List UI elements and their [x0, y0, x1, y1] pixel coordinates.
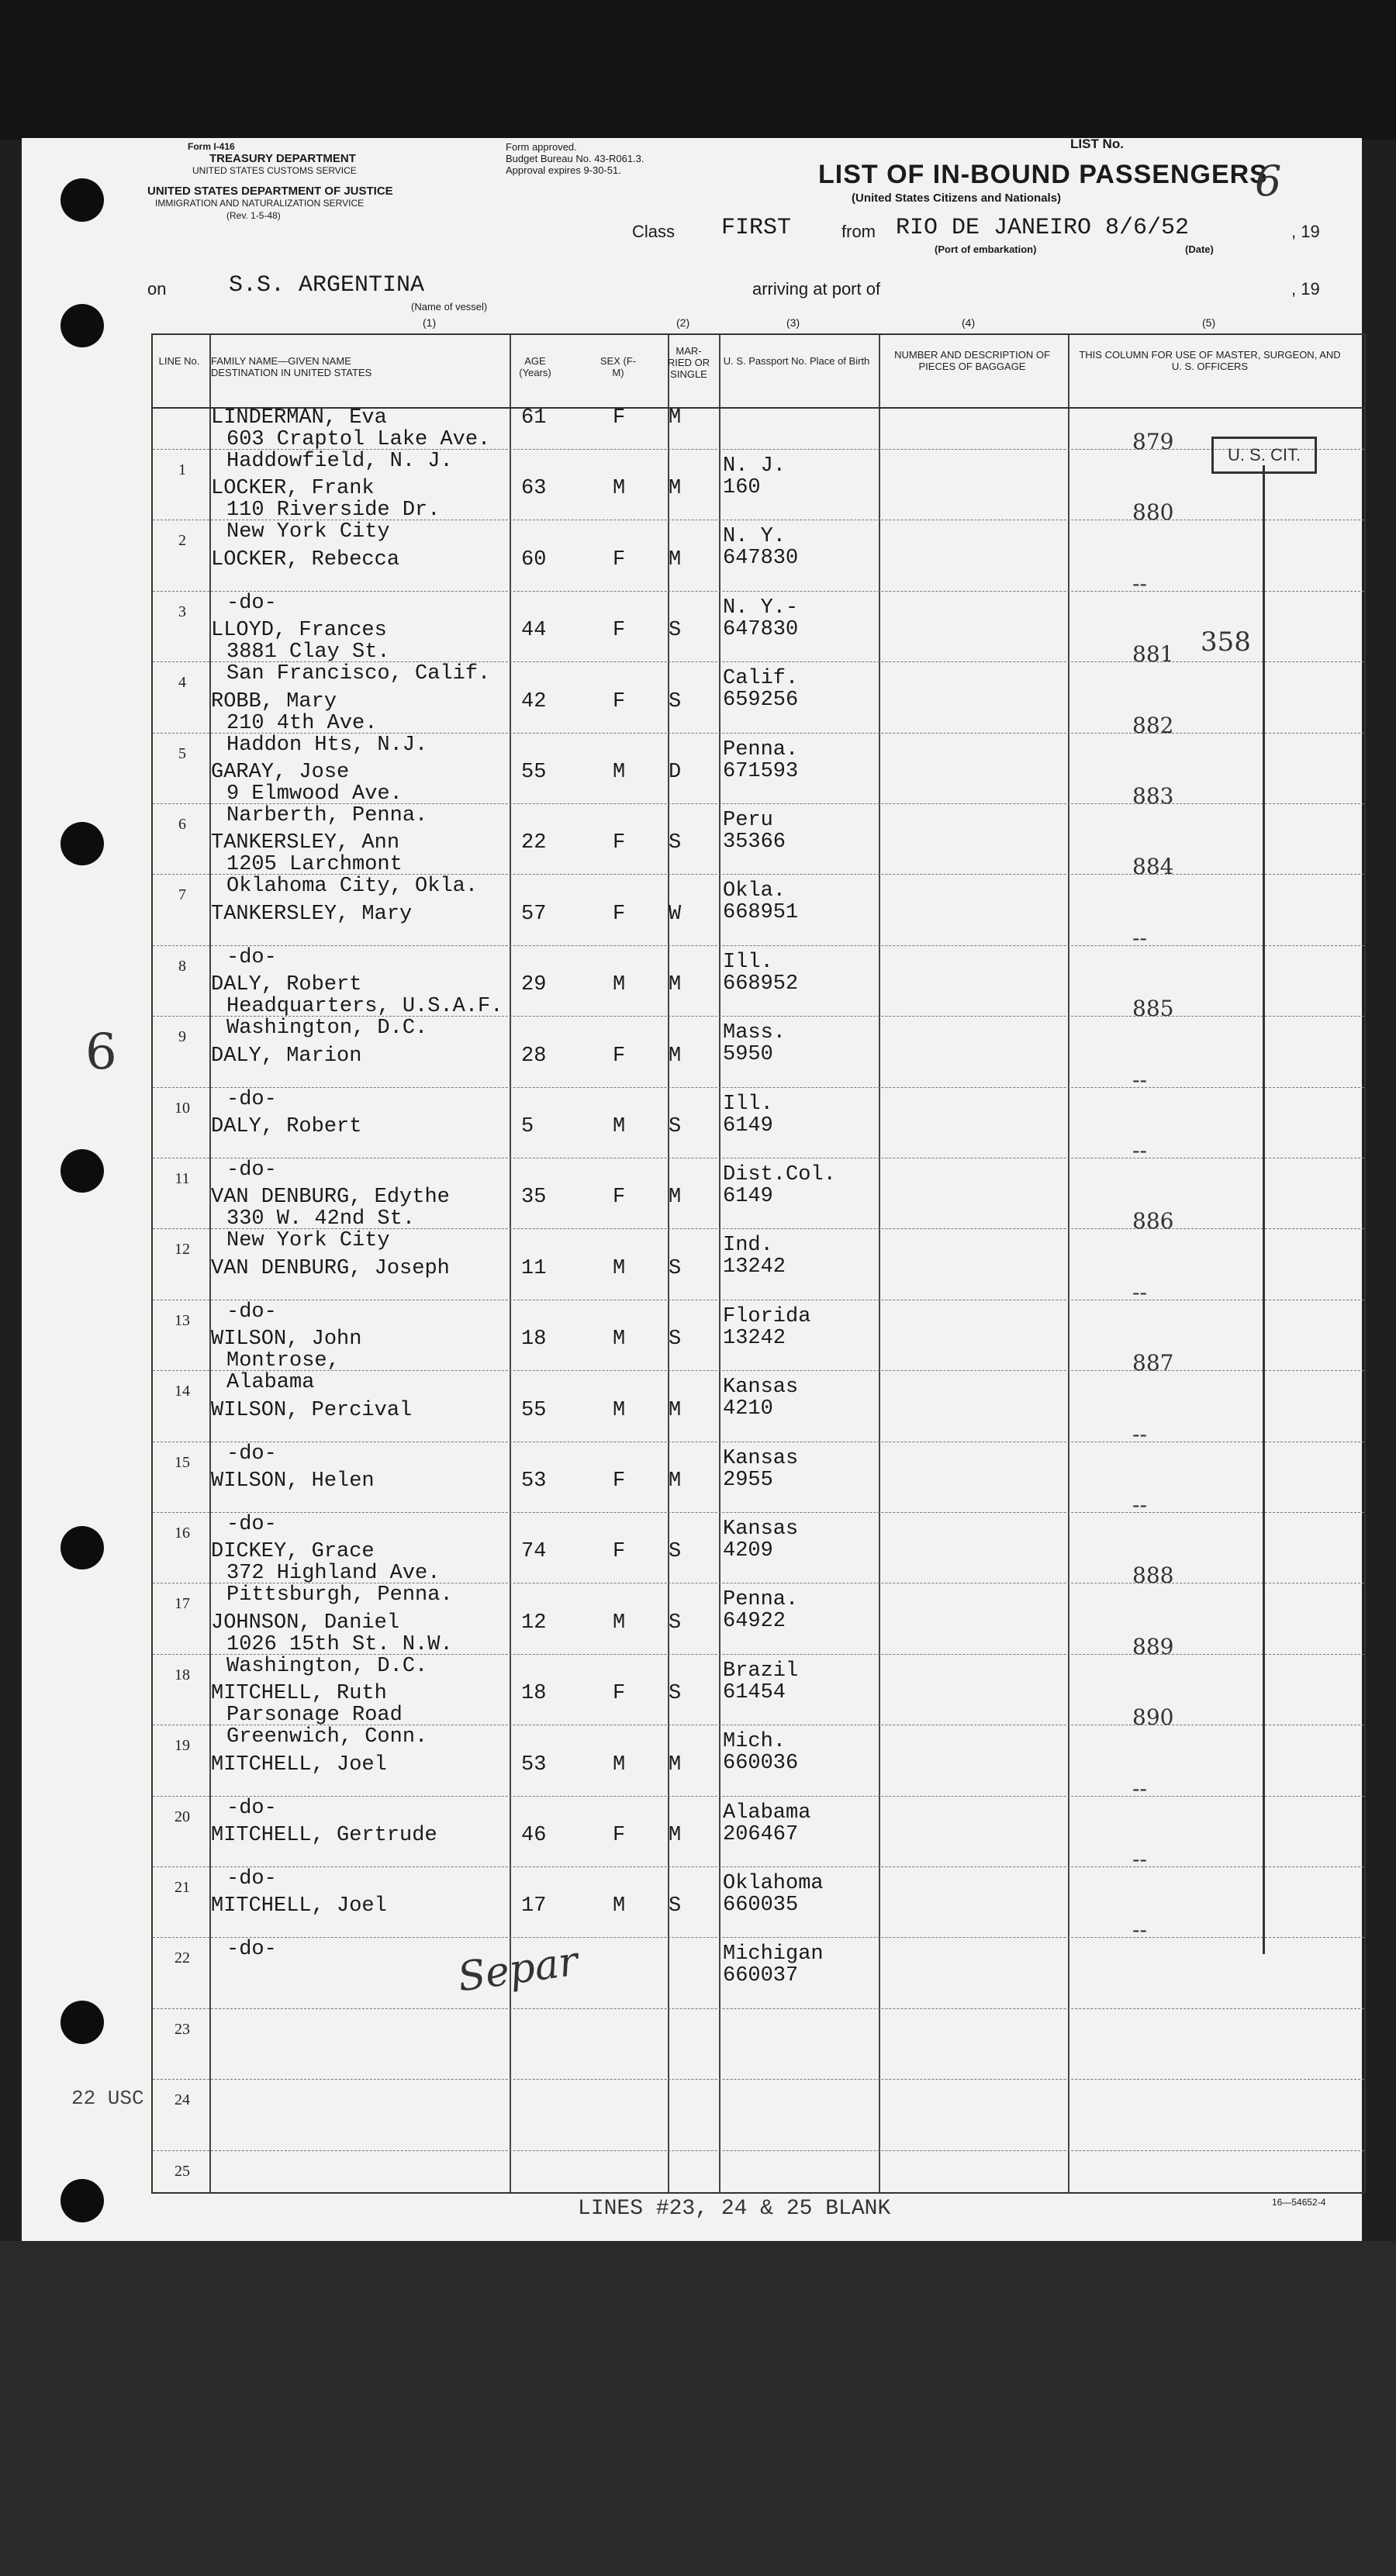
sex: F [613, 1824, 626, 1847]
age: 53 [521, 1752, 547, 1777]
officer-number: -- [1132, 1279, 1147, 1305]
place-of-birth: Kansas [723, 1376, 799, 1400]
marital-status: M [669, 547, 682, 571]
passenger-name: VAN DENBURG, Joseph [211, 1256, 450, 1280]
col-divider [510, 335, 511, 2192]
passenger-name: LOCKER, Frank [211, 477, 375, 501]
place-of-birth: Ill. [723, 1092, 773, 1116]
passenger-name: JOHNSON, Daniel [211, 1611, 400, 1635]
officer-number: 883 [1132, 783, 1174, 809]
passport-number: 4210 [723, 1397, 773, 1421]
col-header-sex: SEX (F-M) [600, 355, 637, 378]
officer-number: 890 [1132, 1704, 1174, 1731]
address-line-2: -do- [226, 1300, 277, 1324]
officer-number: -- [1132, 1421, 1147, 1447]
officer-number: -- [1132, 1917, 1147, 1943]
passenger-name: LINDERMAN, Eva [211, 406, 387, 430]
col-divider [879, 335, 880, 2192]
passport-number: 61454 [723, 1680, 786, 1704]
address-line-1: 1205 Larchmont [226, 853, 403, 877]
marital-status: M [669, 1044, 682, 1068]
customs-service: UNITED STATES CUSTOMS SERVICE [192, 165, 357, 176]
passport-number: 6149 [723, 1114, 773, 1138]
binder-hole [60, 304, 104, 347]
officer-check-line [1263, 465, 1265, 1954]
marital-status: S [669, 689, 682, 713]
marital-status: M [669, 477, 682, 501]
col-header-baggage: NUMBER AND DESCRIPTION OF PIECES OF BAGGAGE [894, 349, 1050, 372]
marital-status: M [669, 1186, 682, 1210]
line-number: 23 [174, 2020, 190, 2038]
col-header-line-no: LINE No. [158, 355, 200, 367]
line-number: 11 [174, 1170, 190, 1187]
margin-page-mark: 6 [85, 1024, 117, 1081]
marital-status: S [669, 619, 682, 643]
marital-status: S [669, 1611, 682, 1635]
col-num-2: (2) [676, 316, 690, 329]
col-num-3: (3) [786, 316, 800, 329]
sex: F [613, 1540, 626, 1564]
line-number: 2 [178, 532, 186, 550]
address-line-2: -do- [226, 1513, 277, 1536]
passenger-name: TANKERSLEY, Mary [211, 902, 413, 926]
officer-number: -- [1132, 1066, 1147, 1093]
line-number: 17 [174, 1595, 190, 1613]
col-num-1: (1) [423, 316, 437, 329]
officer-number: 889 [1132, 1633, 1174, 1659]
port-of-embarkation: RIO DE JANEIRO 8/6/52 [896, 215, 1190, 241]
sex: F [613, 406, 626, 430]
age: 5 [521, 1115, 534, 1138]
marital-status: S [669, 831, 682, 855]
address-line-2: -do- [226, 1796, 277, 1820]
passport-number: 647830 [723, 617, 799, 641]
address-line-2: Narberth, Penna. [226, 804, 428, 827]
sex: M [613, 1611, 626, 1635]
passport-number: 5950 [723, 1043, 773, 1067]
line-number: 21 [174, 1879, 190, 1896]
year-field-1: , 19 [1291, 222, 1320, 241]
passport-number: 64922 [723, 1610, 786, 1634]
passenger-name: GARAY, Jose [211, 761, 350, 784]
place-of-birth: Calif. [723, 667, 799, 691]
form-code: 16—54652-4 [1272, 2197, 1326, 2208]
row-rule [153, 1796, 1364, 1797]
row-rule [153, 1087, 1364, 1088]
col-header-age: AGE (Years) [519, 355, 551, 378]
line-number: 20 [174, 1808, 190, 1825]
scan-border-top [0, 0, 1396, 140]
col-num-4: (4) [962, 316, 976, 329]
line-number: 19 [174, 1737, 190, 1755]
marital-status: S [669, 1115, 682, 1138]
officer-number: -- [1132, 1846, 1147, 1872]
passenger-name: MITCHELL, Joel [211, 1894, 387, 1918]
port-caption: (Port of embarkation) [935, 243, 1037, 255]
passport-number: 659256 [723, 689, 799, 713]
place-of-birth: Mich. [723, 1730, 786, 1754]
line-number: 5 [178, 744, 186, 762]
line-number: 8 [178, 957, 186, 975]
address-line-2: -do- [226, 591, 277, 615]
row-rule [153, 945, 1364, 946]
arriving-label: arriving at port of [752, 279, 881, 299]
binder-hole [60, 2179, 104, 2222]
passenger-name: MITCHELL, Joel [211, 1752, 387, 1777]
sex: F [613, 1682, 626, 1706]
place-of-birth: Oklahoma [723, 1872, 824, 1895]
marital-status: M [669, 1824, 682, 1847]
sex: F [613, 619, 626, 643]
address-line-2: Haddon Hts, N.J. [226, 733, 428, 757]
place-of-birth: Kansas [723, 1518, 799, 1541]
marital-status: D [669, 761, 682, 784]
passport-number: 668951 [723, 901, 799, 925]
passport-number: 660037 [723, 1964, 799, 1988]
address-line-2: Haddowfield, N. J. [226, 450, 453, 473]
passport-number: 206467 [723, 1822, 799, 1846]
address-line-2: Pittsburgh, Penna. [226, 1583, 453, 1607]
marital-status: S [669, 1894, 682, 1918]
marital-status: M [669, 973, 682, 997]
col-divider [1068, 335, 1069, 2192]
officer-number: 886 [1132, 1208, 1174, 1234]
row-rule [153, 1937, 1364, 1938]
age: 44 [521, 619, 547, 643]
row-rule [153, 1866, 1364, 1867]
line-number: 22 [174, 1949, 190, 1967]
passenger-name: WILSON, John [211, 1328, 362, 1352]
passport-number: 13242 [723, 1255, 786, 1279]
approval-expiry: Approval expires 9-30-51. [506, 164, 621, 176]
line-number: 24 [174, 2091, 190, 2109]
officer-number: -- [1132, 1492, 1147, 1518]
age: 55 [521, 1398, 547, 1422]
passenger-name: DALY, Robert [211, 1115, 362, 1138]
row-rule [153, 1158, 1364, 1159]
address-line-1: 110 Riverside Dr. [226, 499, 441, 523]
col-num-5: (5) [1202, 316, 1216, 329]
place-of-birth: N. J. [723, 454, 786, 478]
place-of-birth: Penna. [723, 1588, 799, 1612]
scan-border-bottom [0, 2241, 1396, 2576]
col-divider [719, 335, 720, 2192]
address-line-2: -do- [226, 945, 277, 969]
age: 53 [521, 1469, 547, 1493]
form-approved: Form approved. [506, 141, 577, 153]
marital-status: S [669, 1256, 682, 1280]
line-number: 15 [174, 1453, 190, 1471]
form-number: Form I-416 [188, 141, 235, 152]
line-number: 9 [178, 1028, 186, 1046]
date-caption: (Date) [1185, 243, 1214, 255]
ins-service: IMMIGRATION AND NATURALIZATION SERVICE [155, 198, 365, 209]
officer-number: -- [1132, 570, 1147, 596]
marital-status: M [669, 406, 682, 430]
officer-number: 888 [1132, 1563, 1174, 1589]
marital-status: W [669, 902, 682, 926]
tally-number: 358 [1201, 627, 1251, 658]
age: 22 [521, 831, 547, 855]
sex: M [613, 761, 626, 784]
passenger-name: ROBB, Mary [211, 689, 337, 713]
signature: Separ [454, 1938, 581, 2001]
passenger-name: DALY, Marion [211, 1044, 362, 1068]
row-rule [153, 2150, 1364, 2151]
binder-hole [60, 2001, 104, 2044]
address-line-1: 330 W. 42nd St. [226, 1207, 416, 1231]
document-title: LIST OF IN-BOUND PASSENGERS [818, 160, 1268, 189]
passenger-name: VAN DENBURG, Edythe [211, 1186, 450, 1210]
place-of-birth: N. Y.- [723, 596, 799, 620]
age: 11 [521, 1256, 547, 1280]
officer-number: 887 [1132, 1350, 1174, 1376]
officer-number: -- [1132, 1775, 1147, 1801]
place-of-birth: Brazil [723, 1659, 799, 1683]
sex: F [613, 547, 626, 571]
officer-number: 885 [1132, 996, 1174, 1022]
row-rule [153, 1512, 1364, 1513]
sex: M [613, 477, 626, 501]
passenger-name: WILSON, Percival [211, 1398, 413, 1422]
officer-number: 880 [1132, 499, 1174, 526]
passenger-name: DALY, Robert [211, 973, 362, 997]
justice-dept: UNITED STATES DEPARTMENT OF JUSTICE [147, 185, 393, 198]
address-line-1: 210 4th Ave. [226, 711, 378, 735]
officer-number: -- [1132, 1138, 1147, 1163]
passport-number: 660036 [723, 1752, 799, 1776]
age: 61 [521, 406, 547, 430]
from-label: from [841, 222, 876, 241]
passenger-name: TANKERSLEY, Ann [211, 831, 400, 855]
line-number: 13 [174, 1311, 190, 1329]
place-of-birth: Peru [723, 809, 773, 832]
line-number: 25 [174, 2162, 190, 2180]
address-line-2: Greenwich, Conn. [226, 1725, 428, 1749]
year-field-2: , 19 [1291, 279, 1320, 299]
col-header-married: MAR-RIED OR SINGLE [667, 345, 710, 380]
budget-bureau: Budget Bureau No. 43-R061.3. [506, 153, 644, 164]
age: 74 [521, 1540, 547, 1564]
address-line-1: Headquarters, U.S.A.F. [226, 995, 503, 1019]
line-number: 6 [178, 816, 186, 833]
sex: F [613, 689, 626, 713]
passport-number: 6149 [723, 1185, 773, 1208]
place-of-birth: Ind. [723, 1234, 773, 1258]
address-line-1: Parsonage Road [226, 1704, 403, 1728]
age: 12 [521, 1611, 547, 1635]
passport-number: 660035 [723, 1894, 799, 1917]
passenger-name: LOCKER, Rebecca [211, 547, 400, 571]
place-of-birth: Florida [723, 1304, 811, 1328]
passport-number: 35366 [723, 830, 786, 854]
address-line-2: -do- [226, 1867, 277, 1891]
passport-number: 4209 [723, 1539, 773, 1563]
sex: M [613, 1398, 626, 1422]
address-line-2: -do- [226, 1159, 277, 1182]
row-rule [153, 2079, 1364, 2080]
passport-number: 2955 [723, 1468, 773, 1492]
age: 17 [521, 1894, 547, 1918]
address-line-2: Washington, D.C. [226, 1017, 428, 1041]
line-number: 1 [178, 461, 186, 478]
sex: M [613, 1328, 626, 1352]
officer-number: 879 [1132, 429, 1174, 454]
place-of-birth: Mass. [723, 1021, 786, 1045]
address-line-1: 3881 Clay St. [226, 641, 390, 665]
passenger-name: MITCHELL, Gertrude [211, 1824, 437, 1847]
passenger-name: LLOYD, Frances [211, 619, 387, 643]
place-of-birth: Kansas [723, 1446, 799, 1470]
address-line-2: Alabama [226, 1371, 315, 1395]
usc-annotation: 22 USC [71, 2087, 144, 2110]
binder-hole [60, 178, 104, 222]
line-number: 3 [178, 603, 186, 620]
sex: F [613, 1044, 626, 1068]
address-line-1: 603 Craptol Lake Ave. [226, 428, 491, 451]
line-number: 7 [178, 886, 186, 904]
vessel-name: S.S. ARGENTINA [229, 272, 425, 299]
place-of-birth: Dist.Col. [723, 1163, 836, 1186]
passport-number: 668952 [723, 972, 799, 996]
age: 42 [521, 689, 547, 713]
age: 57 [521, 902, 547, 926]
officer-number: -- [1132, 924, 1147, 951]
age: 55 [521, 761, 547, 784]
passenger-name: MITCHELL, Ruth [211, 1682, 387, 1706]
address-line-1: 1026 15th St. N.W. [226, 1632, 453, 1656]
officer-number: 884 [1132, 854, 1174, 880]
sex: M [613, 1256, 626, 1280]
age: 29 [521, 973, 547, 997]
blank-lines-note: LINES #23, 24 & 25 BLANK [578, 2197, 891, 2221]
on-label: on [147, 279, 167, 299]
line-number: 18 [174, 1666, 190, 1683]
line-number: 10 [174, 1099, 190, 1117]
sex: M [613, 1115, 626, 1138]
sex: F [613, 1469, 626, 1493]
binder-hole [60, 1149, 104, 1193]
line-number: 16 [174, 1525, 190, 1542]
passport-number: 647830 [723, 547, 799, 571]
age: 28 [521, 1044, 547, 1068]
age: 46 [521, 1824, 547, 1847]
address-line-2: -do- [226, 1442, 277, 1466]
vessel-caption: (Name of vessel) [411, 301, 488, 313]
place-of-birth: Okla. [723, 879, 786, 903]
passenger-name: WILSON, Helen [211, 1469, 375, 1493]
marital-status: M [669, 1398, 682, 1422]
address-line-2: Washington, D.C. [226, 1654, 428, 1678]
age: 18 [521, 1682, 547, 1706]
place-of-birth: N. Y. [723, 525, 786, 549]
sex: M [613, 1752, 626, 1777]
treasury-dept: TREASURY DEPARTMENT [209, 152, 356, 165]
document-subtitle: (United States Citizens and Nationals) [852, 192, 1062, 205]
marital-status: S [669, 1682, 682, 1706]
class-label: Class [632, 222, 676, 241]
col-header-passport: U. S. Passport No. Place of Birth [723, 355, 870, 367]
age: 35 [521, 1186, 547, 1210]
address-line-2: Oklahoma City, Okla. [226, 875, 479, 899]
page-mark: 6 [1255, 157, 1282, 205]
marital-status: M [669, 1469, 682, 1493]
passport-number: 671593 [723, 759, 799, 783]
marital-status: S [669, 1328, 682, 1352]
marital-status: M [669, 1752, 682, 1777]
sex: F [613, 1186, 626, 1210]
sex: F [613, 831, 626, 855]
place-of-birth: Penna. [723, 737, 799, 761]
sex: F [613, 902, 626, 926]
passenger-name: DICKEY, Grace [211, 1540, 375, 1564]
age: 18 [521, 1328, 547, 1352]
binder-hole [60, 822, 104, 865]
address-line-2: San Francisco, Calif. [226, 662, 491, 686]
address-line-2: New York City [226, 520, 390, 544]
col-header-name: FAMILY NAME—GIVEN NAME DESTINATION IN UNITED STATES [211, 355, 372, 378]
revision: (Rev. 1-5-48) [226, 210, 281, 221]
passport-number: 160 [723, 476, 761, 499]
age: 60 [521, 547, 547, 571]
officer-number: 881 [1132, 641, 1174, 668]
line-number: 14 [174, 1383, 190, 1400]
list-number-label: LIST No. [1070, 136, 1124, 151]
age: 63 [521, 477, 547, 501]
sex: M [613, 973, 626, 997]
row-rule [153, 591, 1364, 592]
sex: M [613, 1894, 626, 1918]
address-line-1: 9 Elmwood Ave. [226, 782, 403, 806]
place-of-birth: Ill. [723, 950, 773, 974]
us-citizen-stamp: U. S. CIT. [1211, 437, 1317, 474]
place-of-birth: Michigan [723, 1942, 824, 1967]
address-line-1: Montrose, [226, 1349, 340, 1373]
marital-status: S [669, 1540, 682, 1564]
passport-number: 13242 [723, 1326, 786, 1350]
address-line-2: -do- [226, 1938, 277, 1962]
place-of-birth: Alabama [723, 1801, 811, 1825]
line-number: 12 [174, 1241, 190, 1259]
col-header-officers: THIS COLUMN FOR USE OF MASTER, SURGEON, AND U. S. OFFICERS [1079, 349, 1341, 372]
address-line-2: New York City [226, 1229, 390, 1253]
address-line-1: 372 Highland Ave. [226, 1562, 441, 1586]
address-line-2: -do- [226, 1087, 277, 1111]
binder-hole [60, 1526, 104, 1569]
row-rule [153, 2008, 1364, 2009]
line-number: 4 [178, 674, 186, 692]
class-value: FIRST [721, 215, 792, 241]
officer-number: 882 [1132, 712, 1174, 738]
